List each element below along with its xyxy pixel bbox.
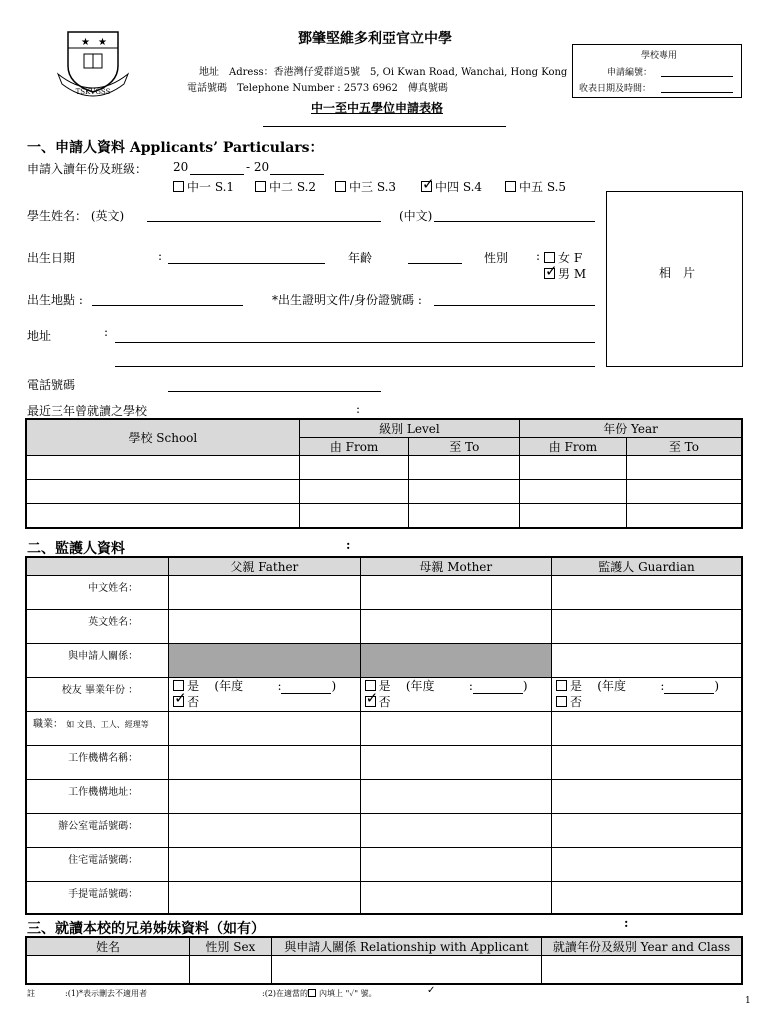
class-option-s4[interactable]: ✓ 中四 S.4 [421, 178, 482, 195]
birthplace-field[interactable] [92, 305, 243, 306]
row-job: 職業： 如 文員、工人、經理等 [26, 712, 169, 746]
row-en-name: 英文姓名： [26, 610, 169, 644]
year-class-label: 申請入讀年份及班級： [27, 162, 148, 176]
section2-colon: : [346, 538, 351, 552]
class-option-s1[interactable]: 中一 S.1 [173, 178, 234, 195]
checkbox-checked[interactable] [173, 696, 184, 707]
dob-label: 出生日期 [27, 251, 76, 265]
class-option-s3[interactable]: 中三 S.3 [335, 178, 396, 195]
address-label: 地址 [27, 329, 52, 343]
gender-label: 性別 [484, 251, 509, 265]
receive-date-label: 收表日期及時間： [579, 84, 652, 94]
col-sibling-sex: 性別 Sex [189, 937, 271, 956]
col-sibling-year-class: 就讀年份及級別 Year and Class [542, 937, 742, 956]
col-guardian: 監護人 Guardian [552, 557, 743, 576]
checkbox[interactable] [173, 181, 184, 192]
guardian-alumni-cell[interactable]: 是 (年度 : ) 否 [552, 678, 743, 712]
title-rule [263, 126, 506, 127]
checkbox-sample [308, 989, 316, 997]
address-field-line2[interactable] [115, 366, 595, 367]
year-from-field[interactable] [190, 174, 244, 175]
col-sibling-relationship: 與申請人關係 Relationship with Applicant [271, 937, 541, 956]
dob-colon: : [158, 249, 163, 263]
svg-text:★: ★ [81, 37, 90, 48]
col-school: 學校 School [26, 419, 299, 456]
form-title: 中一至中五學位申請表格 [311, 101, 444, 115]
row-office-phone: 辦公室電話號碼： [26, 814, 169, 848]
section3-title: 三、就讀本校的兄弟姊妹資料（如有） [27, 921, 265, 937]
col-year-from: 由 From [520, 438, 627, 456]
checkbox[interactable] [556, 680, 567, 691]
checkbox[interactable] [335, 181, 346, 192]
application-no-label: 申請編號： [607, 68, 653, 78]
footer-tick: ✓ [427, 985, 436, 996]
corner-cell [26, 557, 169, 576]
gender-colon: : [536, 249, 541, 263]
photo-box[interactable] [606, 191, 743, 367]
recent-school-table [25, 418, 743, 529]
phone-label: 電話號碼 [27, 378, 76, 392]
age-label: 年齡 [348, 251, 373, 265]
father-alumni-cell[interactable]: 是 (年度 : ) ✓否 [169, 678, 360, 712]
checkbox-checked[interactable] [421, 181, 432, 192]
footer-note-1: :(1)*表示刪去不適用者 [65, 989, 148, 998]
col-level-from: 由 From [299, 438, 409, 456]
office-use-title: 學校專用 [641, 51, 678, 61]
photo-label: 相 片 [659, 266, 696, 280]
col-father: 父親 Father [169, 557, 360, 576]
col-level: 級別 Level [299, 419, 519, 438]
id-number-field[interactable] [434, 305, 595, 306]
crest-text: TSKVGSS [75, 88, 111, 96]
gender-female-option[interactable]: 女 F [544, 249, 582, 266]
section2-title: 二、監護人資料 [27, 541, 125, 557]
table-row [26, 456, 742, 480]
section3-colon: : [624, 916, 629, 930]
school-phone: 電話號碼 Telephone Number : 2573 6962 傳真號碼 [187, 83, 448, 94]
row-company-address: 工作機構地址： [26, 780, 169, 814]
class-option-s2[interactable]: 中二 S.2 [255, 178, 316, 195]
address-field-line1[interactable] [115, 342, 595, 343]
footer-note-2: :(2)在適當的 內填上 "✓" 號。 [262, 989, 377, 998]
student-name-label: 學生姓名： (英文) [27, 209, 125, 223]
year-to-field[interactable] [270, 174, 324, 175]
recent-school-colon: : [356, 402, 361, 416]
recent-school-label: 最近三年曾就讀之學校 [27, 404, 148, 418]
table-row [26, 956, 742, 984]
address-colon: : [104, 325, 109, 339]
footer-note-label: 註 [27, 989, 35, 998]
row-mobile: 手提電話號碼： [26, 882, 169, 914]
class-option-s5[interactable]: 中五 S.5 [505, 178, 566, 195]
col-mother: 母親 Mother [360, 557, 551, 576]
row-relation: 與申請人關係： [26, 644, 169, 678]
office-use-box [572, 44, 742, 98]
birthplace-label: 出生地點 : [27, 293, 83, 307]
checkbox[interactable] [556, 696, 567, 707]
row-home-phone: 住宅電話號碼： [26, 848, 169, 882]
row-cn-name: 中文姓名： [26, 576, 169, 610]
gender-male-option[interactable]: ✓男 M [544, 265, 586, 282]
table-row [26, 504, 742, 528]
page-number: 1 [745, 996, 751, 1006]
table-row [26, 480, 742, 504]
col-year-to: 至 To [626, 438, 742, 456]
checkbox-checked[interactable] [365, 696, 376, 707]
svg-text:★: ★ [98, 37, 107, 48]
age-field[interactable] [408, 263, 462, 264]
chinese-name-label: (中文) [399, 209, 433, 223]
english-name-field[interactable] [147, 221, 381, 222]
checkbox-checked[interactable] [544, 268, 555, 279]
checkbox[interactable] [255, 181, 266, 192]
col-year: 年份 Year [520, 419, 742, 438]
guardian-table [25, 556, 743, 915]
school-name: 鄧肇堅維多利亞官立中學 [298, 31, 452, 47]
phone-field[interactable] [168, 391, 381, 392]
dob-field[interactable] [168, 263, 325, 264]
col-sibling-name: 姓名 [26, 937, 189, 956]
checkbox[interactable] [505, 181, 516, 192]
year-to-prefix: - 20 [246, 160, 270, 174]
mother-alumni-cell[interactable]: 是 (年度 : ) ✓否 [360, 678, 551, 712]
school-address: 地址 Adress：香港灣仔愛群道5號 5, Oi Kwan Road, Wanchai, Hong Kong [199, 67, 568, 78]
row-alumni: 校友 畢業年份 ： [26, 678, 169, 712]
sibling-table [25, 936, 743, 985]
id-number-label: *出生證明文件/身份證號碼 : [272, 293, 422, 307]
chinese-name-field[interactable] [434, 221, 595, 222]
col-level-to: 至 To [409, 438, 520, 456]
year-from-prefix: 20 [173, 160, 189, 174]
section1-title: 一、申請人資料 Applicants’ Particulars： [27, 140, 324, 156]
school-crest-logo [54, 28, 132, 100]
row-company: 工作機構名稱： [26, 746, 169, 780]
